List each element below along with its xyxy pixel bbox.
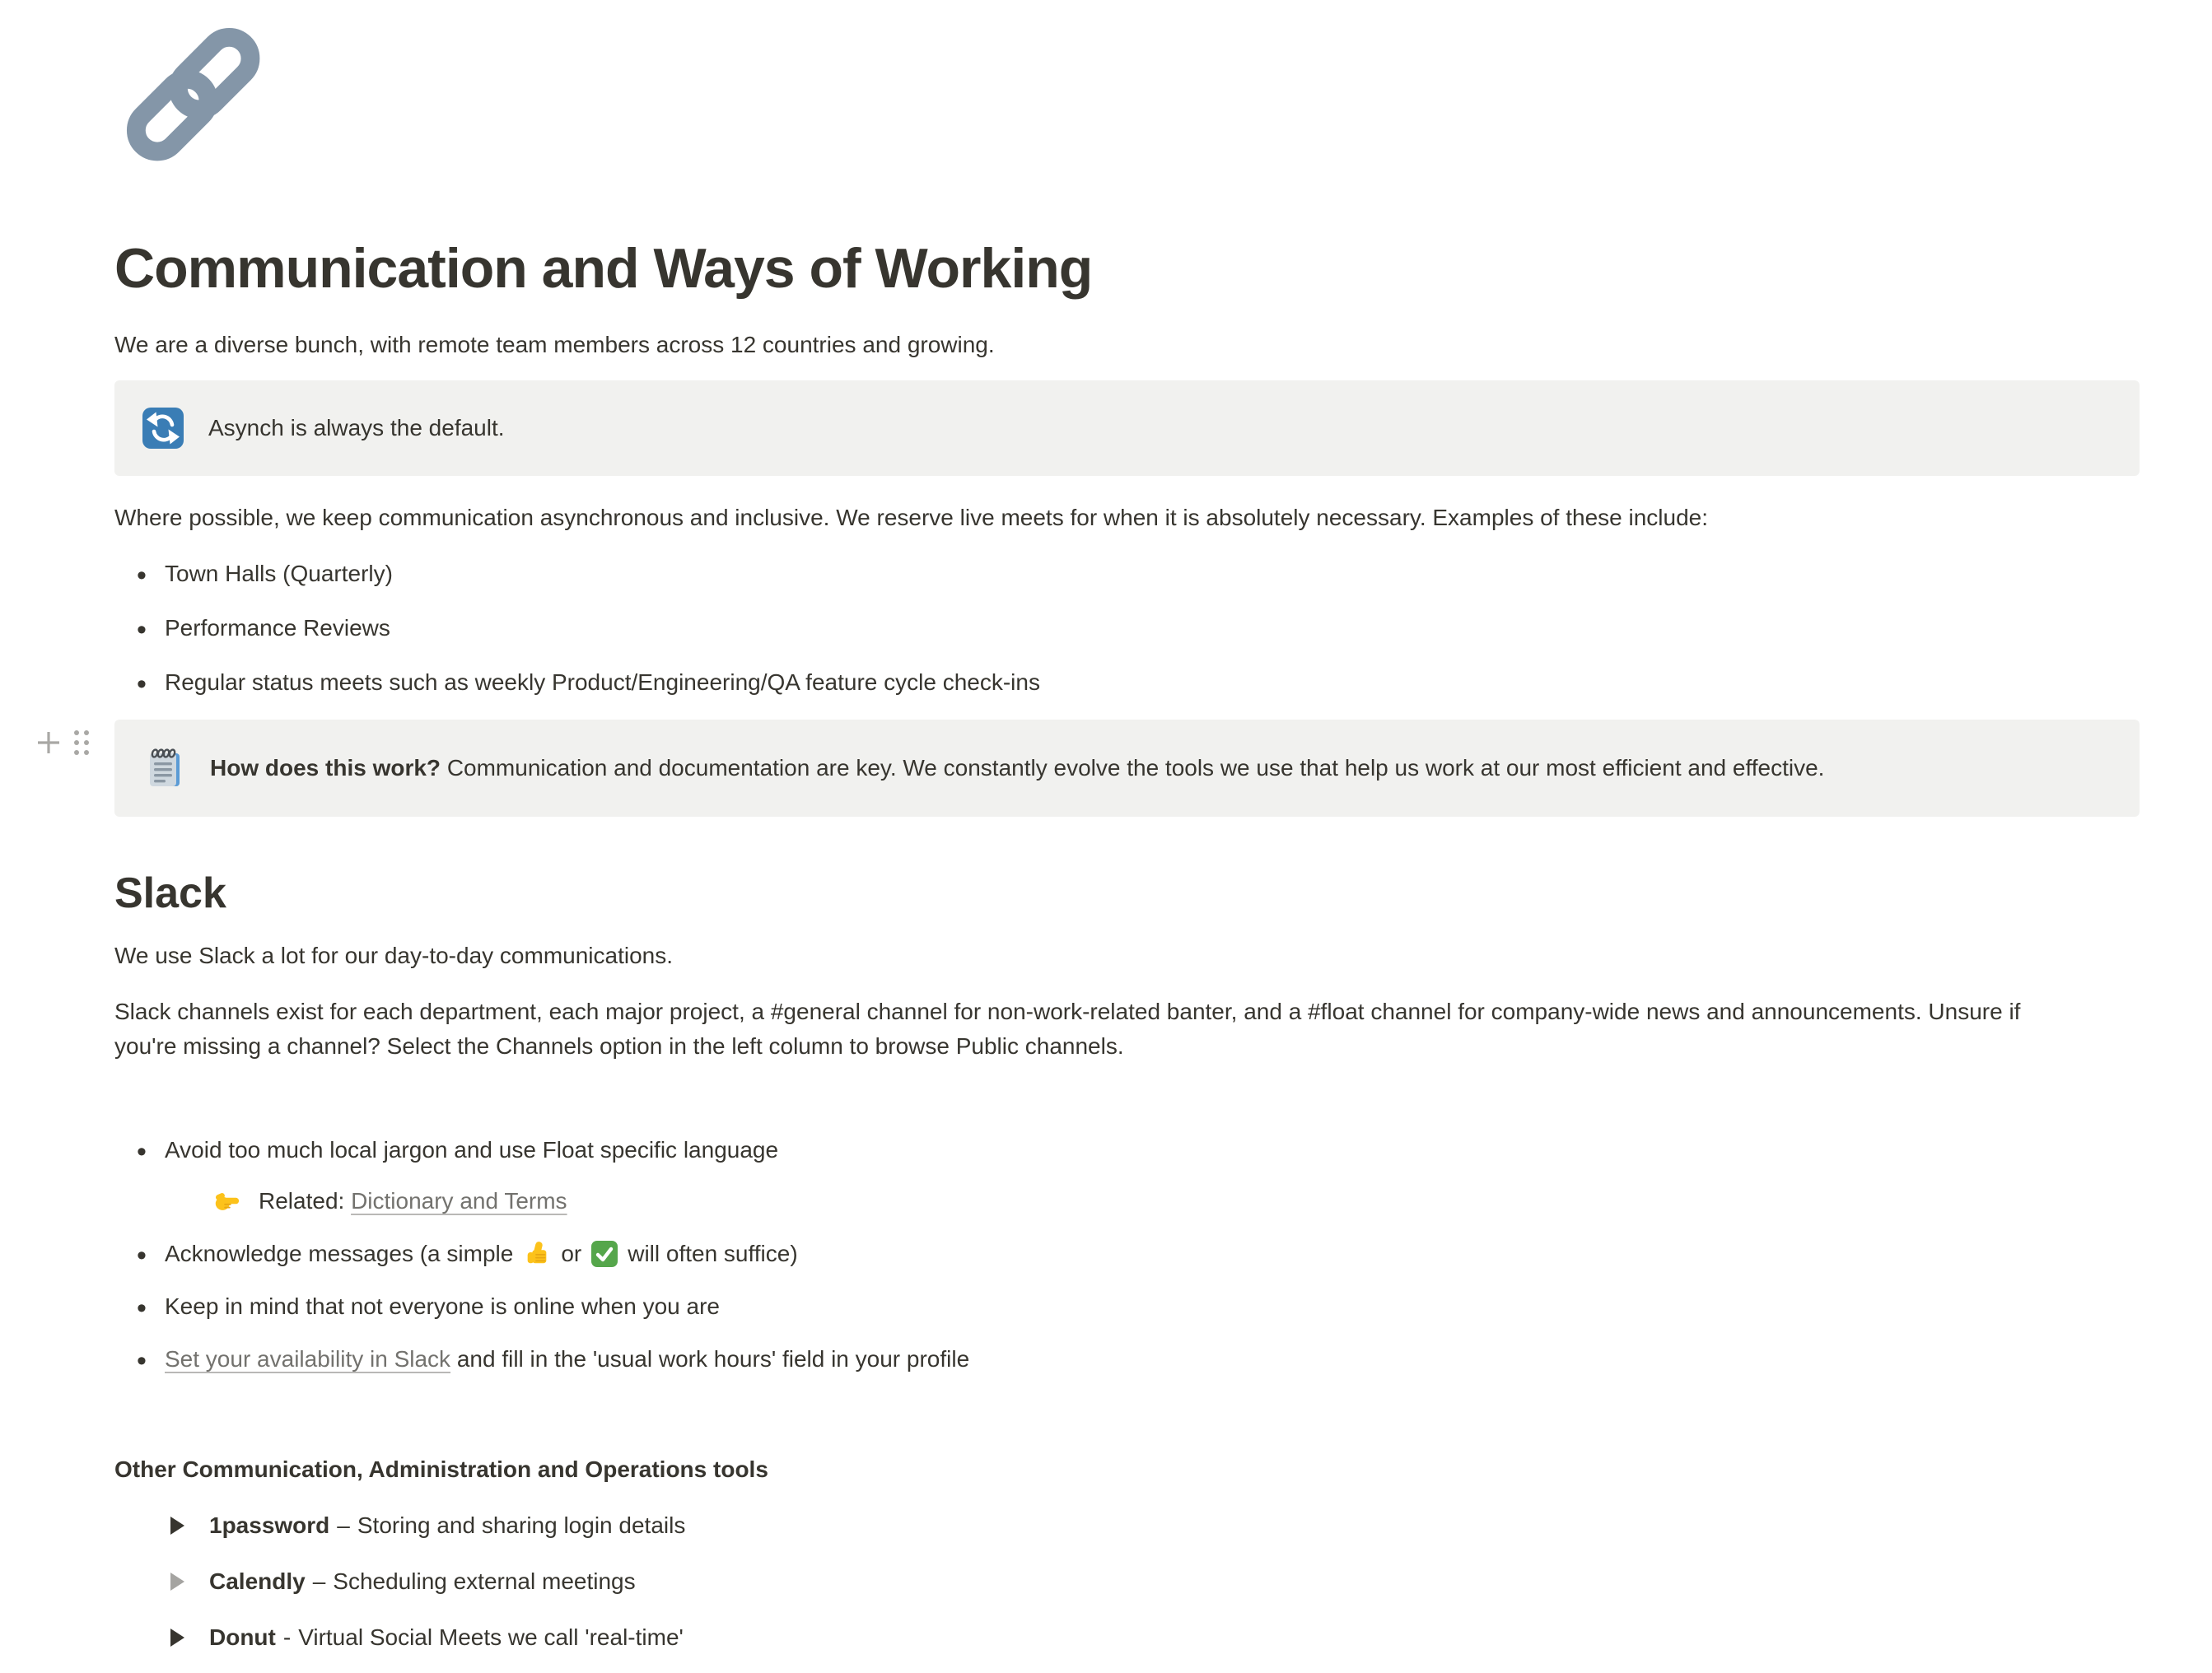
list-item-text: Town Halls (Quarterly) bbox=[165, 560, 393, 586]
async-paragraph: Where possible, we keep communication asynchronous and inclusive. We reserve live meets for when it is absolutely necessary. Examples of these include: bbox=[114, 504, 1709, 530]
toggle-item-calendly[interactable] bbox=[114, 1564, 2140, 1599]
toggle-arrow-icon[interactable] bbox=[170, 1629, 184, 1647]
other-tools-heading: Other Communication, Administration and Operations tools bbox=[114, 1456, 768, 1482]
list-item-text: Performance Reviews bbox=[165, 614, 390, 641]
list-item bbox=[114, 557, 2140, 591]
toggle-item-text bbox=[209, 1508, 685, 1543]
drag-handle-icon[interactable] bbox=[70, 728, 93, 757]
page-title: Communication and Ways of Working bbox=[114, 237, 1093, 300]
callout-async-text: Asynch is always the default. bbox=[208, 414, 505, 440]
spiral-notepad-icon bbox=[142, 747, 185, 790]
callout-how-it-works bbox=[114, 720, 2140, 817]
slack-tips-list bbox=[114, 1133, 2140, 1377]
tool-separator: – bbox=[337, 1512, 350, 1538]
callout-async-default bbox=[114, 380, 2140, 476]
tool-name: Calendly bbox=[209, 1568, 306, 1594]
tool-description: Scheduling external meetings bbox=[333, 1568, 636, 1594]
add-block-button[interactable] bbox=[35, 729, 62, 756]
meeting-examples-list bbox=[114, 557, 2140, 700]
check-mark-button-icon bbox=[591, 1241, 618, 1267]
page-content bbox=[114, 0, 2140, 1655]
toggle-item-1password[interactable] bbox=[114, 1508, 2140, 1543]
list-item bbox=[114, 1133, 2140, 1219]
toggle-arrow-icon[interactable] bbox=[170, 1517, 184, 1535]
related-line bbox=[165, 1184, 2140, 1219]
toggle-item-donut[interactable] bbox=[114, 1620, 2140, 1655]
link-icon[interactable] bbox=[114, 12, 271, 176]
slack-intro-paragraph: We use Slack a lot for our day-to-day communications. bbox=[114, 942, 674, 968]
list-item bbox=[114, 1237, 2140, 1271]
tip-ack-after: will often suffice) bbox=[628, 1240, 798, 1266]
thumbs-up-icon bbox=[523, 1239, 551, 1267]
toggle-item-text bbox=[209, 1620, 684, 1655]
callout-how-text bbox=[210, 751, 1824, 785]
slack-heading: Slack bbox=[114, 869, 226, 917]
tool-name: Donut bbox=[209, 1624, 276, 1650]
list-item-text: Regular status meets such as weekly Product/Engineering/QA feature cycle check-ins bbox=[165, 669, 1040, 695]
counterclockwise-arrows-icon bbox=[142, 408, 184, 449]
dictionary-and-terms-link[interactable]: Dictionary and Terms bbox=[351, 1187, 567, 1214]
list-item bbox=[114, 611, 2140, 645]
block-controls bbox=[35, 728, 93, 757]
tool-description: Storing and sharing login details bbox=[357, 1512, 686, 1538]
tip-ack-before: Acknowledge messages (a simple bbox=[165, 1240, 514, 1266]
tip-jargon-text: Avoid too much local jargon and use Float specific language bbox=[165, 1136, 779, 1163]
tool-description: Virtual Social Meets we call 'real-time' bbox=[298, 1624, 684, 1650]
intro-paragraph: We are a diverse bunch, with remote team members across 12 countries and growing. bbox=[114, 331, 995, 357]
toggle-item-text bbox=[209, 1564, 636, 1599]
callout-how-body: Communication and documentation are key. We constantly evolve the tools we use that help us work at our most efficient and effective. bbox=[446, 754, 1825, 781]
tip-online-text: Keep in mind that not everyone is online when you are bbox=[165, 1293, 720, 1319]
point-right-icon bbox=[212, 1187, 240, 1215]
tip-ack-or: or bbox=[561, 1240, 582, 1266]
tool-separator: – bbox=[312, 1568, 326, 1594]
related-label: Related: bbox=[259, 1187, 345, 1214]
tip-availability-rest: and fill in the 'usual work hours' field in your profile bbox=[456, 1345, 970, 1372]
tools-toggle-list bbox=[114, 1508, 2140, 1655]
callout-how-lead: How does this work? bbox=[210, 754, 441, 781]
list-item bbox=[114, 665, 2140, 700]
set-availability-link[interactable]: Set your availability in Slack bbox=[165, 1345, 451, 1372]
toggle-arrow-icon[interactable] bbox=[170, 1573, 184, 1591]
list-item bbox=[114, 1289, 2140, 1324]
tool-separator: - bbox=[282, 1624, 292, 1650]
list-item bbox=[114, 1342, 2140, 1377]
tool-name: 1password bbox=[209, 1512, 330, 1538]
slack-channels-paragraph: Slack channels exist for each department, each major project, a #general channel for non-work-related banter, and a #float channel for company-wide news and announcements. Unsure if you're missing a channel? Select the Channels option in the left column to browse Public channels. bbox=[114, 998, 2021, 1059]
